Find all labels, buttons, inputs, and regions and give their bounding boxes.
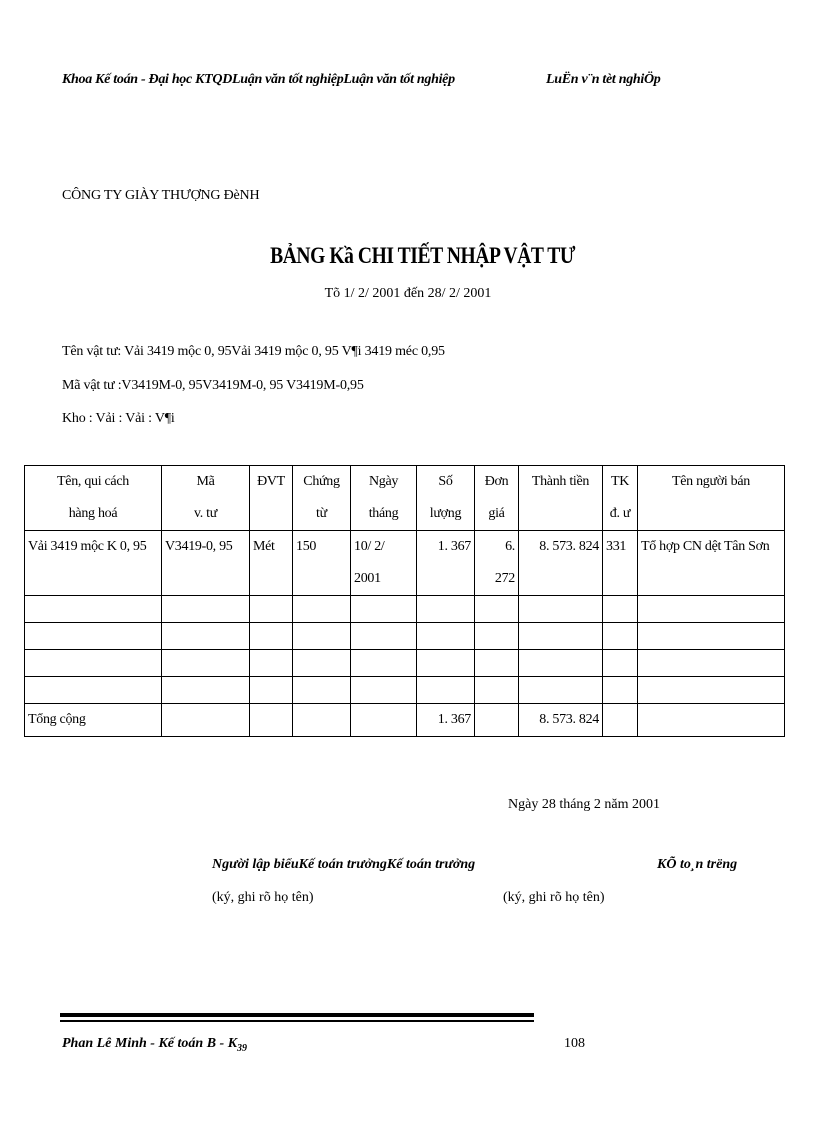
- col-header-doc: Chứng từ: [293, 466, 351, 531]
- table-row-empty: [25, 650, 785, 677]
- page-number: 108: [564, 1036, 585, 1051]
- table-row-empty: [25, 677, 785, 704]
- cell-unit: Mét: [250, 531, 293, 596]
- period: Tõ 1/ 2/ 2001 đến 28/ 2/ 2001: [324, 286, 492, 301]
- header-left: Khoa Kế toán - Đại học KTQDLuận văn tốt nghiệpLuận văn tốt nghiệp: [62, 72, 455, 87]
- footer-rule: [60, 1013, 534, 1017]
- warehouse: Kho : Vải : Vải : V¶i: [62, 411, 175, 426]
- signature-left-note: (ký, ghi rõ họ tên): [212, 890, 314, 905]
- total-amount: 8. 573. 824: [519, 704, 603, 737]
- material-name: Tên vật tư: Vải 3419 mộc 0, 95Vải 3419 mộc 0, 95 V¶i 3419 méc 0,95: [62, 344, 445, 359]
- cell-amount: 8. 573. 824: [519, 531, 603, 596]
- table-total-row: [25, 704, 785, 737]
- col-header-code: Mã v. tư: [162, 466, 250, 531]
- col-header-name: Tên, qui cách hàng hoá: [25, 466, 162, 531]
- table-row-empty: [25, 596, 785, 623]
- signature-left-title: Người lập biểuKế toán trưởngKế toán trưởng: [212, 857, 476, 872]
- table-row-empty: [25, 623, 785, 650]
- col-header-account: TK đ. ư: [603, 466, 638, 531]
- cell-code: V3419-0, 95: [162, 531, 250, 596]
- signature-right-title: KÕ to¸n trëng: [657, 857, 738, 872]
- cell-date: 10/ 2/ 2001: [351, 531, 417, 596]
- date-line: Ngày 28 tháng 2 năm 2001: [508, 797, 661, 812]
- col-header-price: Đơn giá: [475, 466, 519, 531]
- col-header-seller: Tên người bán: [638, 466, 785, 531]
- cell-account: 331: [603, 531, 638, 596]
- cell-name: Vải 3419 mộc K 0, 95: [25, 531, 162, 596]
- header-right: LuËn v¨n tèt nghiÖp: [546, 72, 661, 87]
- cell-doc: 150: [293, 531, 351, 596]
- col-header-qty: Số lượng: [417, 466, 475, 531]
- signature-right-note: (ký, ghi rõ họ tên): [503, 890, 605, 905]
- cell-qty: 1. 367: [417, 531, 475, 596]
- col-header-date: Ngày tháng: [351, 466, 417, 531]
- col-header-unit: ĐVT: [250, 466, 293, 531]
- table-header-row: [25, 466, 785, 531]
- material-code: Mã vật tư :V3419M-0, 95V3419M-0, 95 V3419M-0,95: [62, 378, 364, 393]
- footer-rule-thin: [60, 1020, 534, 1022]
- cell-seller: Tổ hợp CN dệt Tân Sơn: [638, 531, 785, 596]
- company-name: CÔNG TY GIÀY THƯỢNG ĐèNH: [62, 188, 260, 203]
- col-header-amount: Thành tiền: [519, 466, 603, 531]
- cell-price: 6. 272: [475, 531, 519, 596]
- ledger-table: [24, 465, 785, 737]
- footer-author: Phan Lê Minh - Kế toán B - $K_{39}$: [62, 1036, 248, 1054]
- total-label: Tổng cộng: [25, 704, 162, 737]
- document-title: BẢNG Kầ CHI TIẾT NHẬP VẬT TƯ: [270, 243, 576, 268]
- table-row: [25, 531, 785, 596]
- total-qty: 1. 367: [417, 704, 475, 737]
